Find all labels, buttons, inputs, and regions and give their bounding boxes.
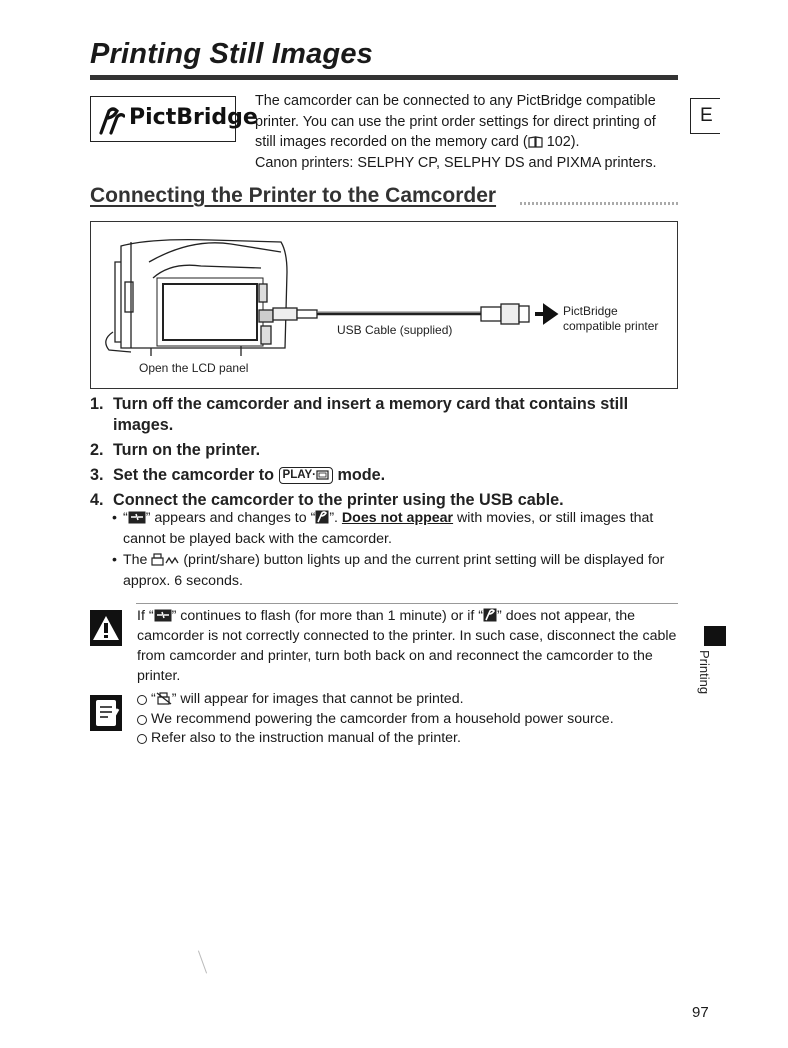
card-icon	[316, 470, 329, 480]
connection-diagram	[90, 221, 678, 389]
pictbridge-logo	[90, 96, 258, 142]
intro-line: still images recorded on the memory card ( 102).	[255, 134, 580, 150]
section-heading: Connecting the Printer to the Camcorder	[90, 184, 497, 207]
section-dotted-rule	[520, 202, 678, 205]
pictbridge-small-icon	[483, 608, 497, 622]
printer-label: compatible printer	[563, 319, 659, 333]
page-title: Printing Still Images	[90, 38, 373, 70]
scan-speck	[198, 951, 207, 974]
bullet-item: • “ ” appears and changes to “ ”. Does not appear with movies, or still images that cannot be played back with the camcorder.	[112, 510, 654, 547]
connection-icon	[154, 609, 172, 622]
step-item: 4. Connect the camcorder to the printer using the USB cable.	[90, 491, 564, 509]
connection-icon	[128, 511, 146, 524]
memo-item: “ ” will appear for images that cannot be printed.	[137, 690, 680, 710]
bullet-item: • The (print/share) button lights up and the current print setting will be displayed for approx. 6 seconds.	[112, 552, 665, 589]
language-tab	[690, 98, 720, 134]
printer-label: PictBridge	[563, 304, 618, 318]
book-icon	[528, 136, 543, 148]
step-item: 3. Set the camcorder to PLAY· mode.	[90, 466, 386, 484]
memo-notes	[137, 690, 680, 749]
steps-list	[90, 394, 690, 515]
note-divider	[136, 603, 678, 604]
lcd-panel-label: Open the LCD panel	[139, 361, 249, 375]
memo-item: We recommend powering the camcorder from a household power source.	[137, 710, 680, 730]
step-item: 1. Turn off the camcorder and insert a memory card that contains still images.	[90, 395, 629, 434]
arrow-right-icon	[535, 307, 555, 321]
caution-note: If “ ” continues to flash (for more than 1 minute) or if “ ” does not appear, the camcorder is not correctly connected to the printer. In such case, disconnect the cable from camcorder and printer, turn both back on and reconnect the camcorder to the printer.	[137, 608, 677, 684]
step-item: 2. Turn on the printer.	[90, 441, 261, 459]
cannot-print-icon	[156, 692, 172, 705]
print-share-icon	[151, 553, 179, 566]
play-mode-badge: PLAY·	[279, 467, 333, 484]
camcorder-illustration	[106, 240, 287, 356]
caution-icon	[90, 610, 122, 646]
pictbridge-small-icon	[315, 510, 329, 524]
language-tab-label: E	[700, 105, 713, 126]
usb-cable-label: USB Cable (supplied)	[337, 323, 453, 337]
page-number: 97	[692, 1004, 709, 1021]
intro-paragraph	[255, 91, 680, 173]
does-not-appear-emphasis: Does not appear	[341, 510, 454, 526]
usb-cable-illustration	[273, 304, 529, 324]
memo-item: Refer also to the instruction manual of the printer.	[137, 729, 680, 749]
title-rule	[90, 75, 678, 80]
side-tab-marker	[704, 626, 726, 646]
step4-bullets	[112, 508, 682, 592]
intro-line: The camcorder can be connected to any PictBridge compatible	[255, 93, 656, 109]
memo-icon	[90, 695, 122, 731]
pictbridge-icon	[97, 105, 125, 135]
pictbridge-logo-text: PictBridge	[129, 105, 258, 130]
intro-line: Canon printers: SELPHY CP, SELPHY DS and PIXMA printers.	[255, 154, 657, 171]
side-tab-label: Printing	[697, 650, 712, 695]
intro-line: printer. You can use the print order settings for direct printing of	[255, 113, 656, 130]
